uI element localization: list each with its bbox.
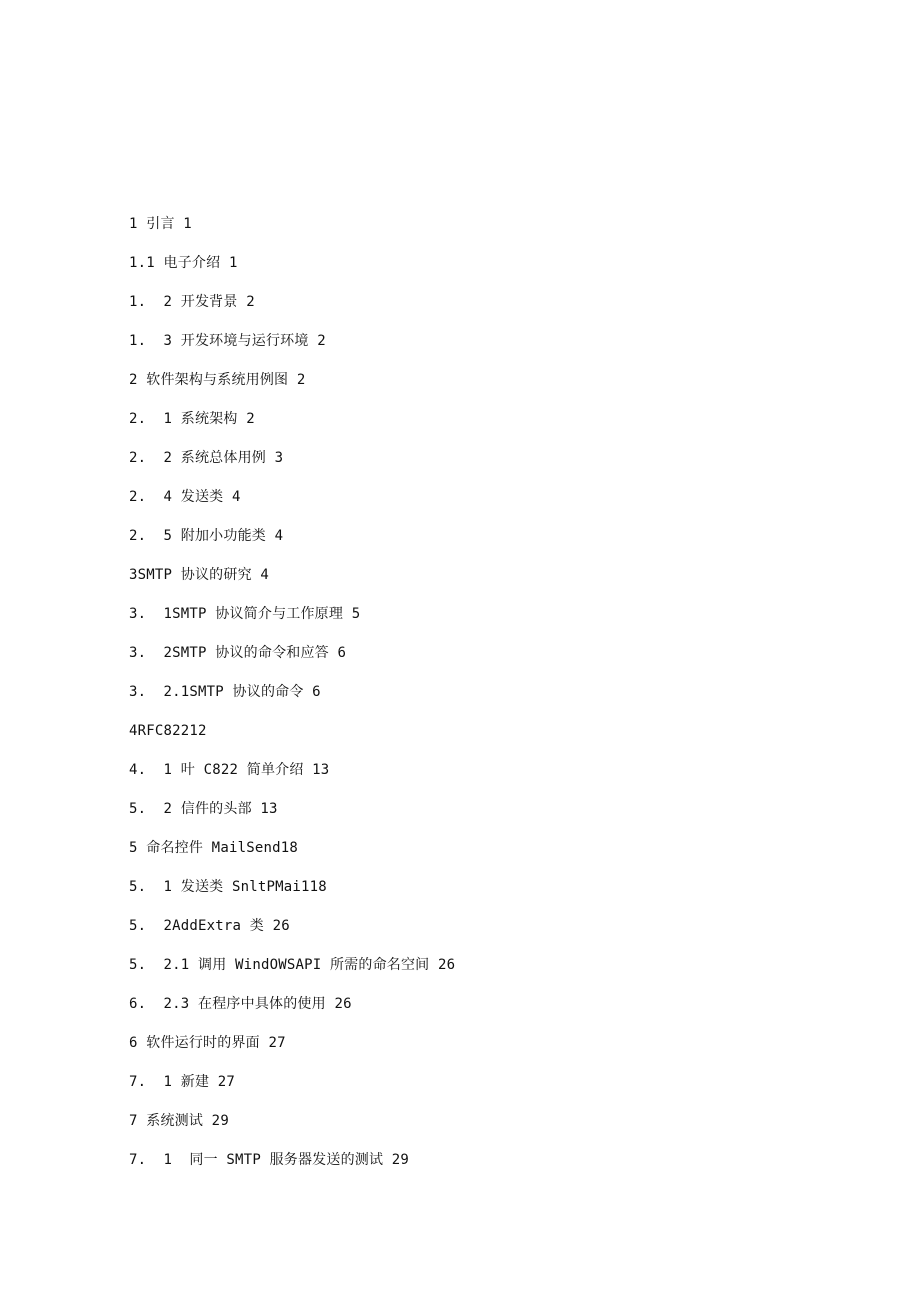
toc-entry: 2 软件架构与系统用例图 2 [129,372,306,388]
toc-entry: 4. 1 叶 C822 简单介绍 13 [129,762,330,778]
toc-entry: 1 引言 1 [129,216,192,232]
toc-entry: 6 软件运行时的界面 27 [129,1035,286,1051]
toc-entry: 3. 1SMTP 协议简介与工作原理 5 [129,606,361,622]
toc-entry: 5. 1 发送类 SnltPMai118 [129,879,327,895]
table-of-contents [129,213,455,1188]
toc-entry: 5. 2 信件的头部 13 [129,801,278,817]
toc-entry: 1. 2 开发背景 2 [129,294,255,310]
toc-entry: 7. 1 同一 SMTP 服务器发送的测试 29 [129,1152,410,1168]
toc-entry: 2. 5 附加小功能类 4 [129,528,284,544]
toc-entry: 1. 3 开发环境与运行环境 2 [129,333,326,349]
toc-entry: 5. 2.1 调用 WindOWSAPI 所需的命名空间 26 [129,957,456,973]
toc-entry: 6. 2.3 在程序中具体的使用 26 [129,996,352,1012]
toc-entry: 3. 2.1SMTP 协议的命令 6 [129,684,321,700]
toc-entry: 2. 2 系统总体用例 3 [129,450,284,466]
toc-entry: 7 系统测试 29 [129,1113,229,1129]
toc-entry: 2. 1 系统架构 2 [129,411,255,427]
toc-entry: 1.1 电子介绍 1 [129,255,238,271]
toc-entry: 4RFC82212 [129,723,207,739]
toc-entry: 2. 4 发送类 4 [129,489,241,505]
toc-entry: 3SMTP 协议的研究 4 [129,567,270,583]
toc-entry: 5. 2AddExtra 类 26 [129,918,290,934]
toc-entry: 5 命名控件 MailSend18 [129,840,298,856]
toc-entry: 7. 1 新建 27 [129,1074,236,1090]
toc-entry: 3. 2SMTP 协议的命令和应答 6 [129,645,347,661]
